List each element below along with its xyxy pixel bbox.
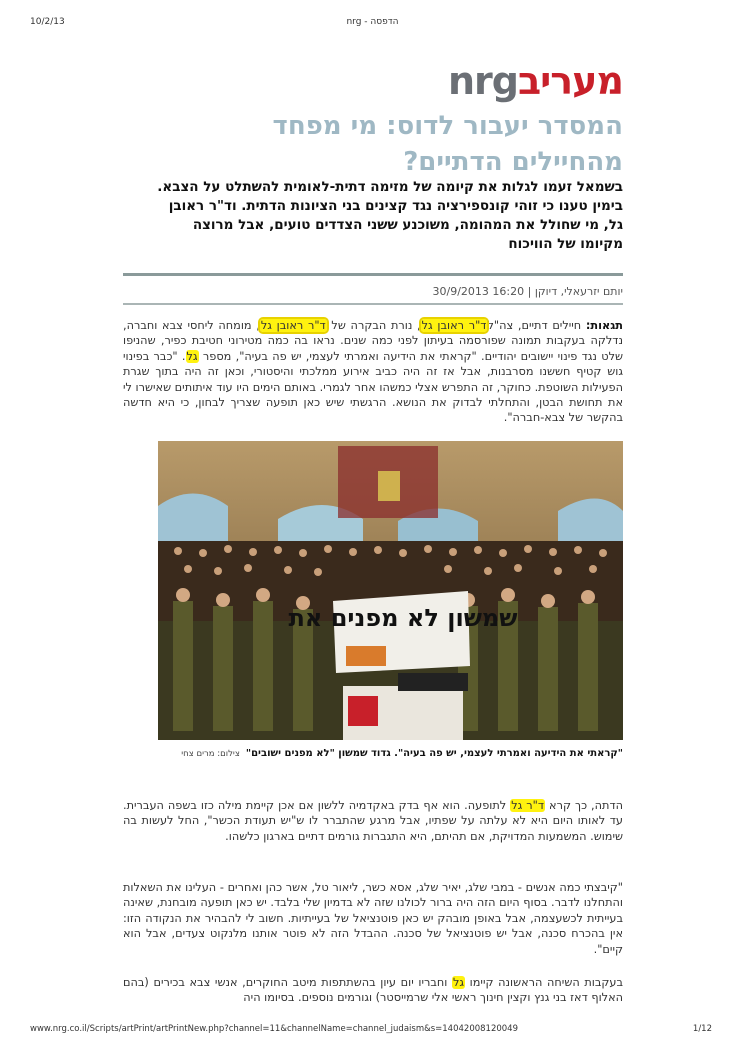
- caption-text: "קראתי את הידיעה ואמרתי לעצמי, יש פה בעיה". גדוד שמשון "לא מפנים ישובים": [245, 748, 623, 759]
- photo-illustration: [158, 441, 623, 740]
- divider-2: [123, 303, 623, 305]
- paragraph-text: , נורת הבקרה של: [326, 319, 421, 332]
- article-paragraph-4: [123, 975, 623, 1006]
- paragraph-text: וחבריו יום עיון בהשתתפות מיטב החוקרים, אנשי צבא בכירים (בהם האלוף דאז בני גנץ וקצין חינוך ראשי אלי שרמייסטר) וגורמים נוספים. בסיומו היה: [123, 976, 623, 1005]
- highlighted-name: גל: [452, 976, 465, 989]
- divider: [123, 273, 623, 276]
- tags-links[interactable]: חיילים דתיים, צה"ל: [487, 319, 582, 332]
- paragraph-text: לתופעה. הוא אף בדק באקדמיה ללשון אם אכן קיימת מילה כזו בשפה העברית. עד לאותו היום היא לא עלתה על שפתיו, אבל מרגע שהתברר לו ש"יש תעודת הכשר", החל לעשות בה שימוש. המשמעות המדויקת, אם תהיתם, היא התגברות גורמים דתיים בארגון כלשהו.: [123, 799, 623, 843]
- site-logo[interactable]: [447, 59, 623, 103]
- article-paragraph-2: [123, 798, 623, 844]
- tags-label: תגאות:: [585, 319, 624, 332]
- highlighted-name: ד"ר ראובן גל: [260, 319, 326, 332]
- article-byline: יותם יזרעאלי, דיוקן | 16:20 30/9/2013: [432, 285, 623, 298]
- print-date: 10/2/13: [30, 17, 65, 27]
- article-paragraph-3: "קיבצתי כמה אנשים - במבי שלג, יאיר שלג, אסא כשר, ליאור טל, אשר כהן ואחרים - העלינו את השאלות והתחלנו לדבר. בסוף היום הזה היה ברור לכולנו שזה לא בדמיון שלי בלבד. יש כאן תופעה מובחנת, שאינה בעייתית לכשעצמה, אבל באופן מובהק יש כאן פוטנציאל של בעייתיות. חשוב לי להבהיר את הנקודה הזו: אין בהכרח סכנה, אבל יש פוטנציאל של סכנה. ההבדל הזה לא פוטר אותנו מלנקוט צעדים, אבל הוא קיים".: [123, 881, 623, 956]
- paragraph-text: בעקבות השיחה הראשונה קיימו: [465, 976, 623, 989]
- photo-credit: צילום: מרים צחי: [181, 749, 240, 759]
- sign-text: שמשון לא מפנים את: [288, 604, 518, 632]
- page-number: 1/12: [692, 1024, 712, 1034]
- article-photo: [158, 441, 623, 740]
- paragraph-text: הדתה, כך קרא: [545, 799, 623, 812]
- highlighted-name: ד"ר ראובן גל: [421, 319, 487, 332]
- article-title: המסדר יעבור לדוס: מי מפחד מהחיילים הדתיים?: [272, 111, 623, 177]
- highlighted-name: ד"ר גל: [511, 799, 545, 812]
- paragraph-text: , מומחה ליחסי צבא וחברה, נדלקה בעקבות תמונה שפורסמה בעיתון לפני כמה שנים. נראו בה כמה מטירוני חטיבת כפיר, שהניפו שלט נגד פינוי יישובים יהודיים. "קראתי את הידיעה ואמרתי לעצמי, יש פה בעיה", מספר: [123, 319, 623, 363]
- print-url: www.nrg.co.il/Scripts/artPrint/artPrintNew.php?channel=11&channelName=channel_judaism&s=14042008120049: [30, 1024, 518, 1034]
- paragraph-text: . "כבר בפינוי גוש קטיף חששנו מסרבנות, אבל אז זה היה כביב אירוע ממלכתי והיסטורי, וכאן זה היה בתוך שגרת הפעילות השוטפת. כחוקר, זה התפרש אצלי כמשהו אחר לגמרי. באותם הימים היו עוד איתותים שאישרו לי את תחושת הבטן, והתחלתי לבדוק את הנושא. הרגשתי שיש כאן תופעה שצריך לבחון, כי היא חדשה בהקשר של צבא-חברה".: [123, 349, 623, 425]
- logo-maariv: מעריב: [517, 59, 623, 103]
- article-subtitle: בשמאל זעמו לגלות את קיומה של מזימה דתית-לאומית להשתלט על הצבא. בימין טענו כי זוהי קונספירציה נגד קצינים בני הציונות הדתית. וד"ר ראובן גל, מי שחולל את המהומה, משוכנע ששני הצדדים טועים, אבל מרוצה מקיומו של הוויכוח: [157, 179, 623, 252]
- print-page-title: nrg - הדפסה: [346, 17, 399, 27]
- photo-caption: [153, 746, 623, 762]
- logo-nrg: nrg: [447, 59, 518, 103]
- article-paragraph-1: [123, 318, 623, 426]
- highlighted-name: גל: [186, 349, 198, 363]
